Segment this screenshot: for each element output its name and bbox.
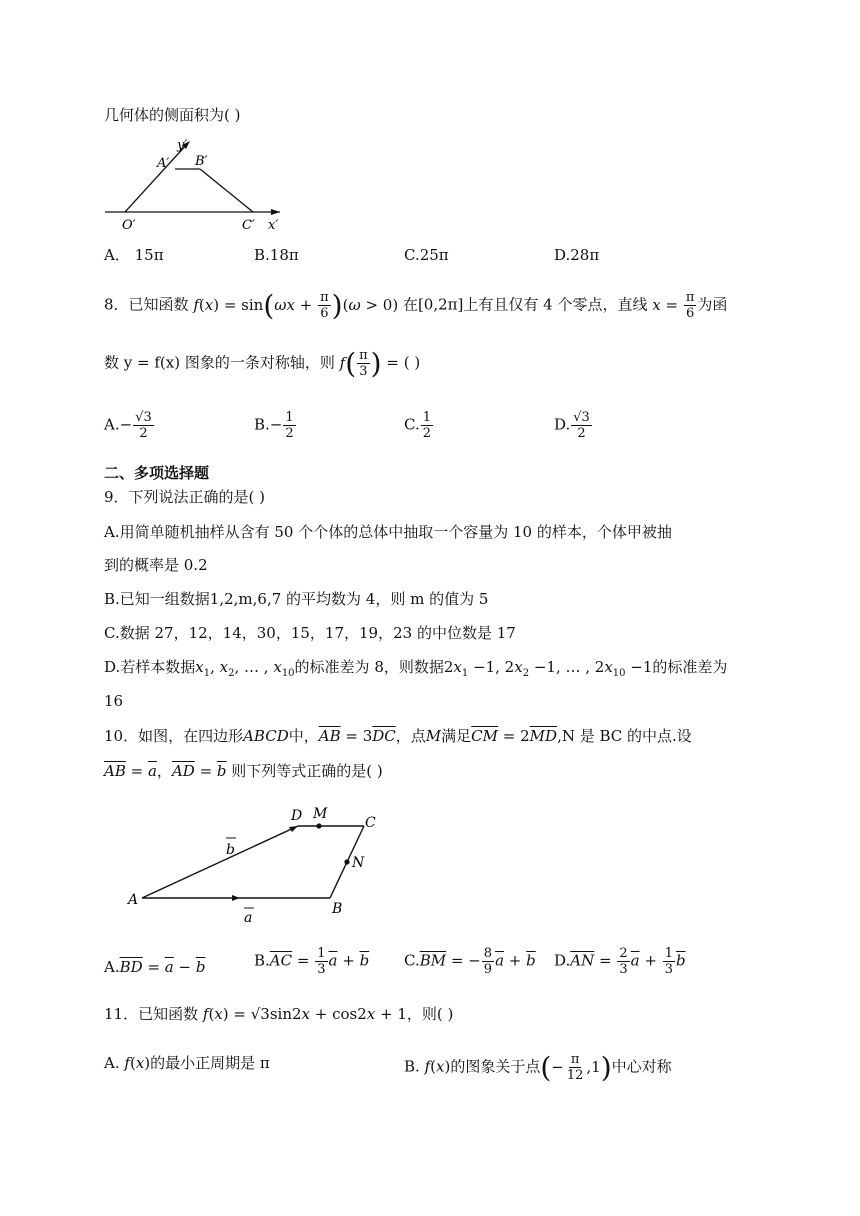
q10-option-a[interactable]: $A.\overline{BD} = \overline{a} - \overline{b}$: [104, 958, 206, 976]
q10-line2-text: 则下列等式正确的是( ): [231, 762, 383, 780]
q8-option-d-label: D.: [554, 415, 571, 434]
q10-option-c-label: C.: [404, 951, 420, 970]
q11-option-b-text-a: 的图象关于点: [450, 1057, 541, 1076]
q10-text-g: ,N 是 BC 的中点.设: [557, 727, 692, 745]
q8-formula-f-pi3: f( $\frac{\pi}{3}$ ): [339, 346, 382, 380]
q8-option-c-label: C.: [404, 415, 420, 434]
q8-option-b-label: B.: [254, 415, 270, 434]
q9-option-a-line2: 到的概率是 0.2: [104, 556, 208, 574]
q8-line2-a: 数 y = f(x) 图象的一条对称轴，则: [104, 353, 335, 372]
q8-line-1: [104, 290, 727, 321]
q11-text-a: 11．已知函数: [104, 1005, 199, 1023]
q9-d-sample-formula: $x_1$, $x_2$, … , $x_{10}$: [195, 658, 295, 679]
q10-text-f: 满足: [441, 727, 472, 745]
q10-figure: [120, 800, 400, 930]
q10-option-b-label: B.: [254, 951, 270, 970]
q8-formula-f: f(x) = sin(ωx + $\frac{\pi}{6}$ )(ω > 0): [193, 288, 399, 322]
q7-label-C: C′: [242, 218, 255, 233]
q9-d-text-c: 的标准差为: [652, 658, 728, 676]
q10-label-B: B: [332, 901, 343, 917]
q10-label-A: A: [128, 892, 139, 908]
q8-text-b: 为函: [697, 295, 728, 314]
q9-option-d-line2: 16: [104, 692, 124, 710]
q7-option-b[interactable]: B.18π: [254, 246, 299, 264]
q11-option-b-text-b: 中心对称: [611, 1057, 672, 1076]
q9-stem: 9．下列说法正确的是( ): [104, 488, 266, 506]
q10-option-c[interactable]: $C.\overline{BM}$ = − $\frac{8}{9}$ $\overline{a} + \overline{b}$: [404, 946, 536, 977]
q7-label-O: O′: [122, 218, 136, 233]
q8-option-a-label: A.: [104, 415, 120, 434]
q7-label-A: A′: [157, 156, 170, 171]
q7-label-x: x′: [268, 218, 279, 233]
q7-option-a[interactable]: A． 15π: [104, 246, 164, 264]
q11-option-b-point: (− $\frac{\pi}{12}$ ,1): [540, 1050, 612, 1084]
q10-label-D: D: [291, 808, 303, 824]
q10-option-d[interactable]: $D.\overline{AN}$ = $\frac{2}{3}$ $\overline{a}$ + $\frac{1}{3}$ $\overline{b}$: [554, 946, 686, 977]
q8-option-a[interactable]: A.− $\frac{√3}{2}$: [104, 410, 152, 441]
q10-text-d: ，点: [395, 727, 426, 745]
q9-option-b[interactable]: B.已知一组数据1,2,m,6,7 的平均数为 4，则 m 的值为 5: [104, 590, 489, 608]
q9-option-c[interactable]: C.数据 27，12，14，30，15，17，19，23 的中位数是 17: [104, 624, 516, 642]
q11-option-b[interactable]: [404, 1052, 672, 1083]
q8-text-a: 在[0,2π]上有且仅有 4 个零点，直线: [402, 295, 648, 314]
q9-option-a-line1[interactable]: A.用简单随机抽样从含有 50 个个体的总体中抽取一个容量为 10 的样本，个体甲被抽: [104, 523, 672, 541]
q10-text-a: 10．如图，在四边形: [104, 727, 244, 745]
q9-d-text-b: 的标准差为 8，则数据: [294, 658, 444, 676]
q10-text-c: 中，: [288, 727, 319, 745]
q10-label-a: a: [244, 910, 253, 926]
q10-option-b[interactable]: $B.\overline{AC}$ = $\frac{1}{3}$ $\overline{a} + \overline{b}$: [254, 946, 370, 977]
q11-option-b-fx: f(x): [424, 1057, 451, 1076]
q10-label-M: M: [313, 806, 328, 822]
q10-text-e: M: [425, 727, 442, 745]
q8-number: 8．已知函数: [104, 295, 189, 314]
q8-formula-line: x = $\frac{\pi}{6}$: [652, 290, 695, 321]
q11-option-a-fx: f(x): [124, 1054, 151, 1072]
q7-label-y: y′: [177, 138, 188, 153]
q10-line-2: [104, 760, 383, 782]
q10-vector-def: $\overline{AB} = \overline{a}$，$\overline{AD} = \overline{b}$: [104, 762, 227, 780]
q10-label-N: N: [352, 855, 365, 871]
q9-option-d-line1[interactable]: [104, 656, 727, 685]
q10-label-C: C: [365, 815, 376, 831]
q10-vector-eq2: $\overline{CM} = 2\overline{MD}$: [471, 727, 558, 745]
q7-figure: [100, 135, 300, 235]
q10-line-1: [104, 725, 692, 747]
q9-d-transform-formula: $2x_1 -1$, $2x_2 -1$, … , $2x_{10} -1$: [443, 658, 653, 679]
q8-line2-b: = ( ): [386, 353, 421, 372]
q11-text-b: ，则( ): [406, 1005, 454, 1023]
q7-option-c[interactable]: C.25π: [404, 246, 449, 264]
q10-label-b: b: [226, 842, 235, 858]
q10-option-d-label: D.: [554, 951, 571, 970]
q8-option-b[interactable]: B.− $\frac{1}{2}$: [254, 410, 294, 441]
q8-option-c[interactable]: C. $\frac{1}{2}$: [404, 410, 431, 441]
q7-label-B: B′: [195, 154, 208, 169]
q7-option-d[interactable]: D.28π: [554, 246, 600, 264]
q8-option-d[interactable]: D. $\frac{√3}{2}$: [554, 410, 590, 441]
section-title: 二、多项选择题: [104, 464, 210, 482]
q11-option-a-label: A.: [104, 1054, 120, 1072]
q11-option-b-label: B.: [404, 1057, 420, 1076]
q10-text-b: ABCD: [243, 727, 289, 745]
q11-option-a[interactable]: [104, 1052, 270, 1074]
q11-line-1: [104, 1003, 453, 1025]
q7-stem-tail: 几何体的侧面积为( ): [104, 106, 241, 124]
q11-formula: f(x) = √3sin2x + cos2x + 1: [202, 1005, 407, 1023]
q11-option-a-text: 的最小正周期是 π: [150, 1054, 270, 1072]
q10-option-a-label: A.: [104, 958, 120, 976]
q8-line-2: [104, 348, 420, 379]
q9-d-text-a: D.若样本数据: [104, 658, 196, 676]
q10-vector-eq1: $\overline{AB} = 3\overline{DC}$: [318, 727, 396, 745]
